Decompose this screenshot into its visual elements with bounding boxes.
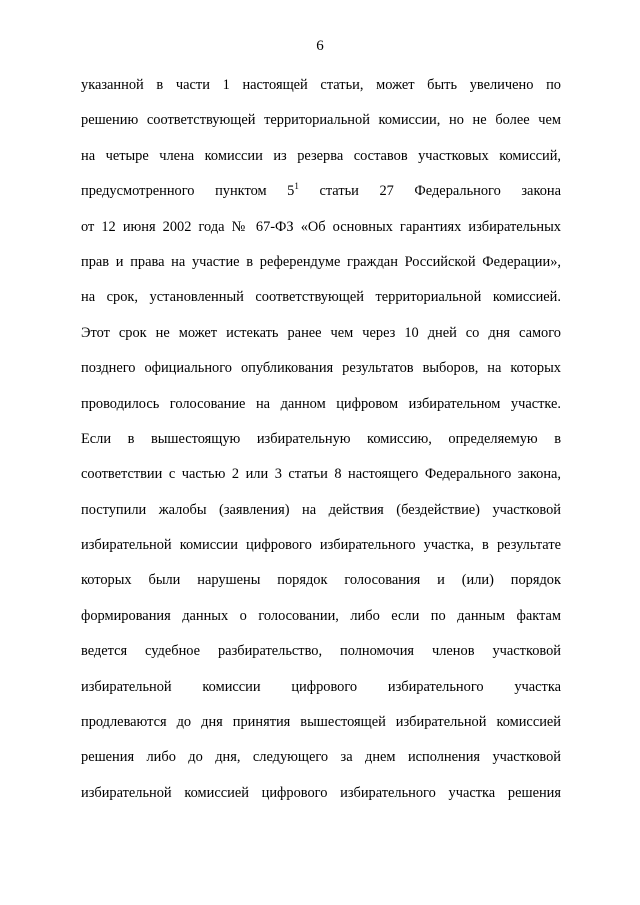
text-line-10: проводилось голосование на данном цифровом избирательном участке.	[81, 395, 561, 412]
text-line-2: решению соответствующей территориальной комиссии, но не более чем	[81, 112, 561, 129]
text-line-4-before: предусмотренного пунктом 5	[81, 183, 295, 200]
text-line-13: поступили жалобы (заявления) на действия (бездействие) участковой	[81, 501, 561, 518]
page-number: 6	[316, 38, 324, 54]
text-line-7: на срок, установленный соответствующей территориальной комиссией.	[81, 289, 561, 306]
text-line-3: на четыре члена комиссии из резерва составов участковых комиссий,	[81, 147, 561, 164]
text-line-1: указанной в части 1 настоящей статьи, может быть увеличено по	[81, 77, 561, 93]
text-line-21: избирательной комиссией цифрового избирательного участка решения	[81, 784, 561, 801]
text-line-18: избирательной комиссии цифрового избирательного участка	[81, 678, 561, 695]
text-line-11: Если в вышестоящую избирательную комиссию, определяемую в	[81, 430, 561, 447]
text-line-6: прав и права на участие в референдуме граждан Российской Федерации»,	[81, 253, 561, 270]
text-line-12: соответствии с частью 2 или 3 статьи 8 настоящего Федерального закона,	[81, 466, 561, 483]
text-line-19: продлеваются до дня принятия вышестоящей избирательной комиссией	[81, 714, 561, 731]
document-body	[81, 73, 561, 816]
text-line-20: решения либо до дня, следующего за днем исполнения участковой	[81, 749, 561, 766]
text-line-14: избирательной комиссии цифрового избирательного участка, в результате	[81, 537, 561, 554]
superscript-number: 1	[294, 181, 299, 192]
text-line-17: ведется судебное разбирательство, полномочия членов участковой	[81, 643, 561, 660]
text-line-15: которых были нарушены порядок голосования и (или) порядок	[81, 572, 561, 589]
text-line-5: от 12 июня 2002 года № 67-ФЗ «Об основных гарантиях избирательных	[81, 218, 561, 235]
text-line-16: формирования данных о голосовании, либо если по данным фактам	[81, 607, 561, 624]
text-line-4	[81, 179, 561, 214]
text-line-8: Этот срок не может истекать ранее чем через 10 дней со дня самого	[81, 324, 561, 341]
text-line-9: позднего официального опубликования результатов выборов, на которых	[81, 360, 561, 377]
text-line-4-after: статьи 27 Федерального закона	[298, 183, 561, 200]
